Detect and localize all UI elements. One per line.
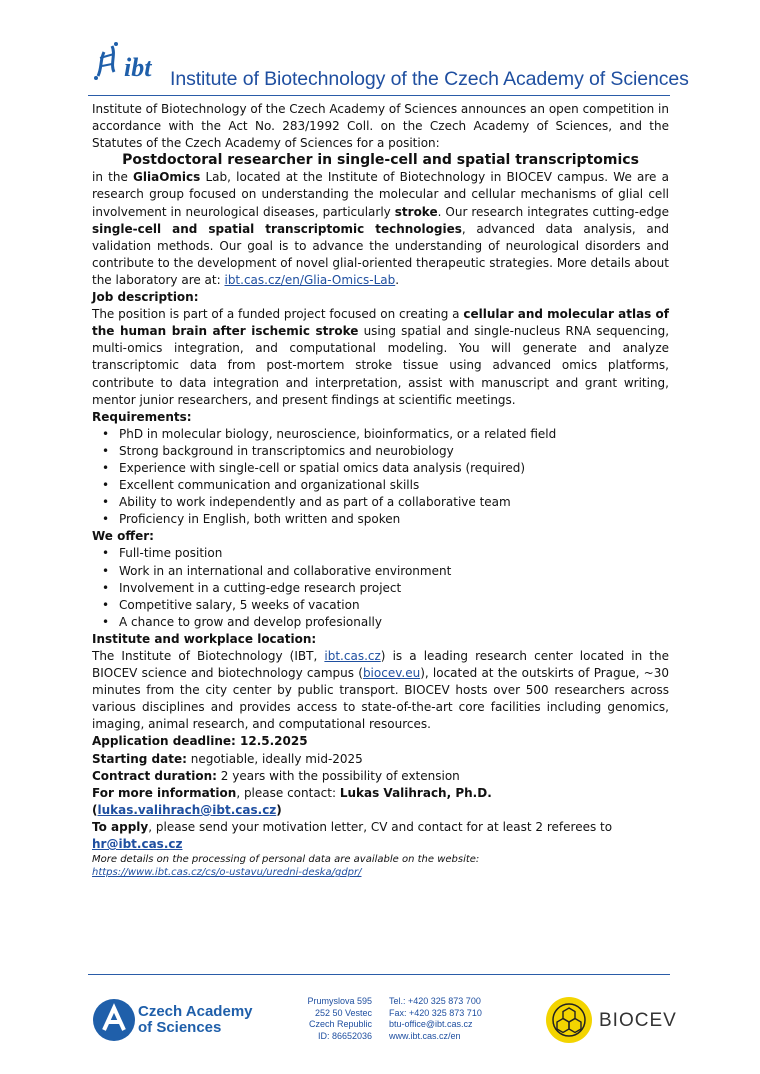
biocev-link[interactable]: biocev.eu [362, 666, 421, 681]
starting-date: Starting date: negotiable, ideally mid-2025 [92, 751, 363, 766]
offer-list [92, 545, 669, 630]
location-heading: Institute and workplace location: [92, 631, 317, 646]
more-information: For more information, please contact: Lukas Valihrach, Ph.D. (lukas.valihrach@ibt.cas.cz) [92, 785, 492, 817]
top-divider [88, 95, 670, 96]
ibt-logo-text: ibt [124, 53, 152, 82]
list-item: • Work in an international and collaborative environment [92, 563, 669, 580]
ibt-link[interactable]: ibt.cas.cz [324, 649, 381, 663]
offer-heading: We offer: [92, 529, 154, 544]
lab-paragraph: in the GliaOmics Lab, located at the Institute of Biotechnology in BIOCEV campus. We are a research group focused on understanding the molecular and cellular mechanisms of glial cell involvement in neurological diseases, particularly stroke. Our research integrates cutting-edge single-cell and spatial transcriptomic technologies, advanced data analysis, and validation methods. Our goal is to advance the understanding of neurological disorders and contribute to the development of novel glial-oriented therapeutic strategies. More details about the laboratory are at: ibt.cas.cz/en/Glia-Omics-Lab. [92, 170, 669, 287]
footer-address: Prumyslova 595 252 50 Vestec Czech Republic ID: 86652036 [307, 996, 372, 1041]
list-item: • Proficiency in English, both written and spoken [92, 511, 669, 528]
document-body [92, 101, 669, 879]
page-header-title: Institute of Biotechnology of the Czech Academy of Sciences [170, 68, 689, 90]
hr-email-link[interactable]: hr@ibt.cas.cz [92, 837, 183, 852]
list-item: • Strong background in transcriptomics and neurobiology [92, 443, 669, 460]
requirements-heading: Requirements: [92, 409, 192, 424]
privacy-note: More details on the processing of personal data are available on the website: https://www.ibt.cas.cz/cs/o-ustavu/uredni-deska/gdpr/ [92, 854, 480, 879]
biocev-emblem-icon [545, 996, 593, 1044]
list-item: • Involvement in a cutting-edge research project [92, 580, 669, 597]
bottom-divider [88, 974, 670, 975]
list-item: • Excellent communication and organizational skills [92, 477, 669, 494]
job-description-heading: Job description: [92, 290, 199, 305]
how-to-apply: To apply, please send your motivation letter, CV and contact for at least 2 referees to hr@ibt.cas.cz [92, 819, 613, 852]
requirements-list [92, 426, 669, 529]
biocev-logo [545, 995, 675, 1045]
contact-email-link[interactable]: lukas.valihrach@ibt.cas.cz [97, 802, 277, 817]
cas-emblem-icon [92, 998, 136, 1042]
job-description-text: The position is part of a funded project focused on creating a cellular and molecular atlas of the human brain after ischemic stroke using spatial and single-nucleus RNA sequencing, multi-omics integration, and computational modeling. You will generate and analyze transcriptomic data from post-mortem stroke tissue using advanced omics platforms, contribute to data integration and interpretation, assist with manuscript and grant writing, mentor junior researchers, and present findings at scientific meetings. [92, 307, 670, 407]
list-item: • Ability to work independently and as part of a collaborative team [92, 494, 669, 511]
lab-link[interactable]: ibt.cas.cz/en/Glia-Omics-Lab [224, 272, 396, 287]
list-item: • Experience with single-cell or spatial omics data analysis (required) [92, 460, 669, 477]
biocev-name: BIOCEV [599, 1010, 677, 1031]
list-item: • PhD in molecular biology, neuroscience, bioinformatics, or a related field [92, 426, 669, 443]
header [90, 38, 689, 94]
list-item: • A chance to grow and develop profesionally [92, 614, 669, 631]
contract-duration: Contract duration: 2 years with the possibility of extension [92, 768, 460, 783]
job-title: Postdoctoral researcher in single-cell and spatial transcriptomics [122, 152, 639, 169]
location-text: The Institute of Biotechnology (IBT, ibt.cas.cz) is a leading research center located in the BIOCEV science and biotechnology campus (biocev.eu), located at the outskirts of Prague, ~30 minutes from the city center by public transport. BIOCEV hosts over 500 researchers across various disciplines and provides access to state-of-the-art core facilities including genomics, imaging, animal research, and computational resources. [92, 649, 669, 732]
ibt-logo-icon [90, 38, 170, 90]
ibt-logo [90, 38, 170, 90]
list-item: • Competitive salary, 5 weeks of vacation [92, 597, 669, 614]
gdpr-link[interactable]: https://www.ibt.cas.cz/cs/o-ustavu/uredni-deska/gdpr/ [92, 867, 362, 879]
cas-name: Czech Academy of Sciences [138, 1003, 253, 1036]
footer-contacts: Tel.: +420 325 873 700 Fax: +420 325 873 710 btu-office@ibt.cas.cz www.ibt.cas.cz/en [389, 996, 482, 1041]
intro-paragraph: Institute of Biotechnology of the Czech Academy of Sciences announces an open competition in accordance with the Act No. 283/1992 Coll. on the Czech Academy of Sciences, and the Statutes of the Czech Academy of Sciences for a position: [92, 102, 669, 151]
cas-logo [92, 996, 272, 1044]
list-item: • Full-time position [92, 545, 669, 562]
application-deadline: Application deadline: 12.5.2025 [92, 734, 308, 749]
